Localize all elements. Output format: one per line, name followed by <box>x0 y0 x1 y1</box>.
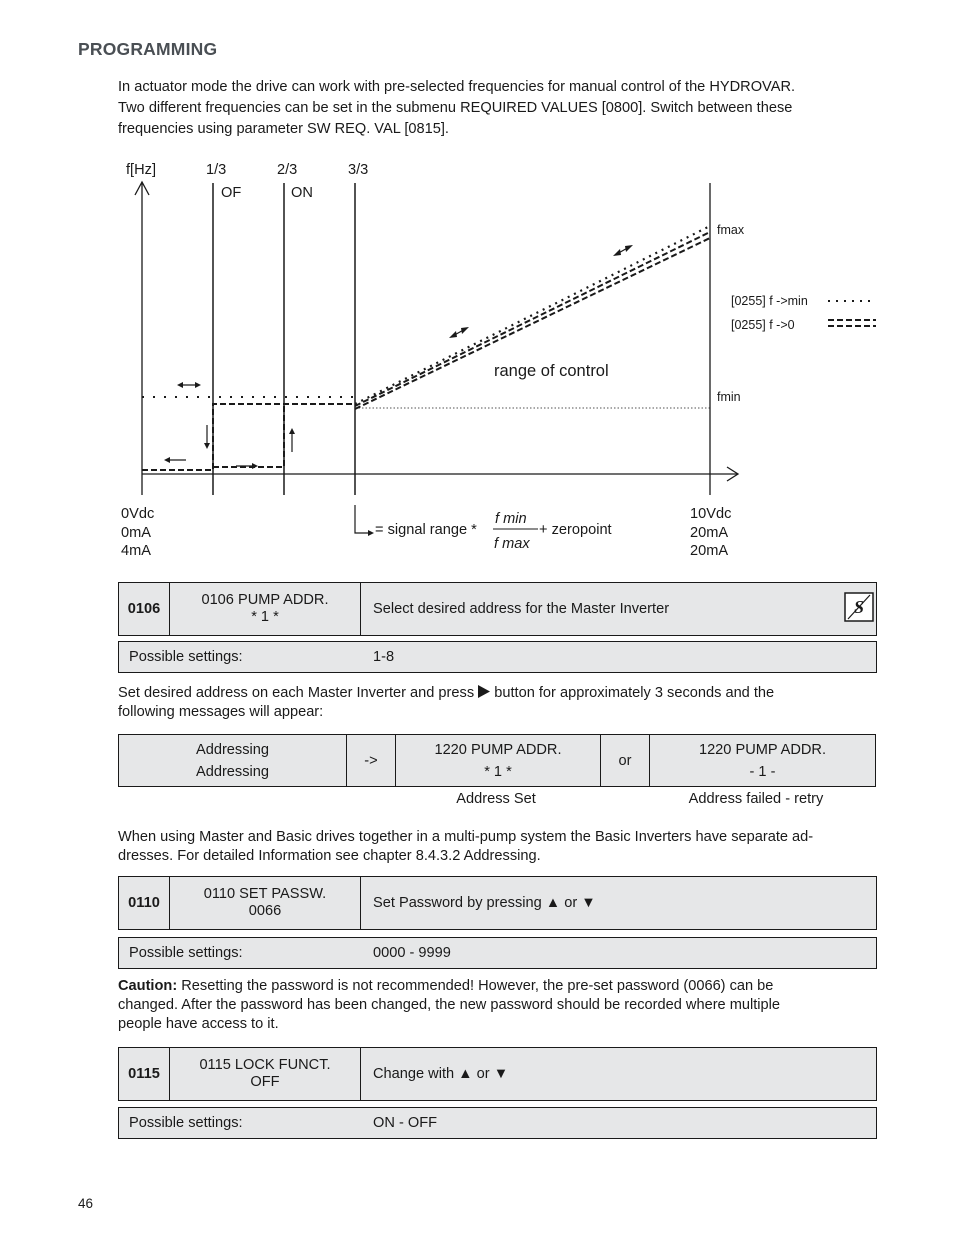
param-0110-table <box>118 876 877 930</box>
arrowheads <box>164 245 633 536</box>
param-code: 0110 <box>119 877 170 930</box>
param-name: 0110 SET PASSW. 0066 <box>170 877 361 930</box>
right-signal-ma: 20mA <box>690 525 729 541</box>
state-off-label: OF <box>221 185 242 201</box>
f-zero-ramp-line-b <box>355 238 710 409</box>
caution-paragraph: Caution: Resetting the password is not recommended! However, the pre-set password (0066) can be changed. After the password has been changed, the new password should be recorded where multiple people have access to it. <box>118 978 781 1032</box>
actuator-mode-diagram <box>0 0 954 575</box>
right-signal-20ma: 20mA <box>690 543 729 559</box>
intro-paragraph: In actuator mode the drive can work with pre-selected frequencies for manual control of the HYDROVAR. Two different frequencies can be set in the submenu REQUIRED VALUES [0800]. Switch between these frequencies using parameter SW REQ. VAL [0815]. <box>118 79 796 137</box>
page-title: PROGRAMMING <box>78 39 218 59</box>
right-signal-vdc: 10Vdc <box>690 506 732 522</box>
arrow-cell: -> <box>347 735 396 787</box>
basic-inverter-paragraph: When using Master and Basic drives together in a multi-pump system the Basic Inverters have separate ad- dresses. For detailed Information see chapter 8.4.3.2 Addressing. <box>118 829 814 864</box>
left-signal-ma: 0mA <box>121 525 152 541</box>
left-signal-4ma: 4mA <box>121 543 152 559</box>
s-badge-icon <box>844 592 874 622</box>
addressing-message: Addressing Addressing <box>119 735 347 787</box>
y-axis-label: f[Hz] <box>126 162 156 178</box>
switch-label-3-3: 3/3 <box>348 162 369 178</box>
caption-address-set: Address Set <box>456 791 536 807</box>
param-code: 0115 <box>119 1048 170 1101</box>
param-description: Set Password by pressing ▲ or ▼ <box>361 877 877 930</box>
legend-f-zero-label: [0255] f ->0 <box>731 318 795 332</box>
param-0106-possible-settings: Possible settings: 1-8 <box>118 641 877 673</box>
param-0110-possible-settings: Possible settings: 0000 - 9999 <box>118 937 877 969</box>
formula-denominator: f max <box>494 536 530 552</box>
caution-label: Caution: <box>118 978 178 994</box>
param-code: 0106 <box>119 583 170 636</box>
svg-text:S: S <box>853 597 865 617</box>
param-0106-table <box>118 582 877 636</box>
param-0115-possible-settings: Possible settings: ON - OFF <box>118 1107 877 1139</box>
left-signal-vdc: 0Vdc <box>121 506 155 522</box>
param-0115-table <box>118 1047 877 1101</box>
play-button-icon <box>478 685 490 698</box>
address-set-message: 1220 PUMP ADDR. * 1 * <box>396 735 601 787</box>
param-description: Select desired address for the Master Inverter S <box>361 583 877 636</box>
range-of-control-label: range of control <box>494 362 609 380</box>
or-cell: or <box>601 735 650 787</box>
formula-numerator: f min <box>495 511 527 527</box>
param-description: Change with ▲ or ▼ <box>361 1048 877 1101</box>
f-zero-on-line <box>213 406 284 467</box>
switch-label-1-3: 1/3 <box>206 162 227 178</box>
formula-bracket <box>355 505 372 533</box>
formula-suffix: + zeropoint <box>539 522 612 538</box>
param-name: 0106 PUMP ADDR. * 1 * <box>170 583 361 636</box>
fmax-label: fmax <box>717 223 745 237</box>
caption-address-failed: Address failed - retry <box>688 791 824 807</box>
address-paragraph: Set desired address on each Master Inverter and press button for approximately 3 seconds and the following messages will appear: <box>118 685 775 720</box>
address-failed-message: 1220 PUMP ADDR. - 1 - <box>650 735 876 787</box>
fmin-label: fmin <box>717 390 741 404</box>
param-name: 0115 LOCK FUNCT. OFF <box>170 1048 361 1101</box>
page-number: 46 <box>78 1196 94 1211</box>
legend-f-min-label: [0255] f ->min <box>731 294 808 308</box>
state-on-label: ON <box>291 185 313 201</box>
switch-label-2-3: 2/3 <box>277 162 298 178</box>
formula-prefix: = signal range * <box>375 522 477 538</box>
address-messages-table <box>118 734 876 787</box>
